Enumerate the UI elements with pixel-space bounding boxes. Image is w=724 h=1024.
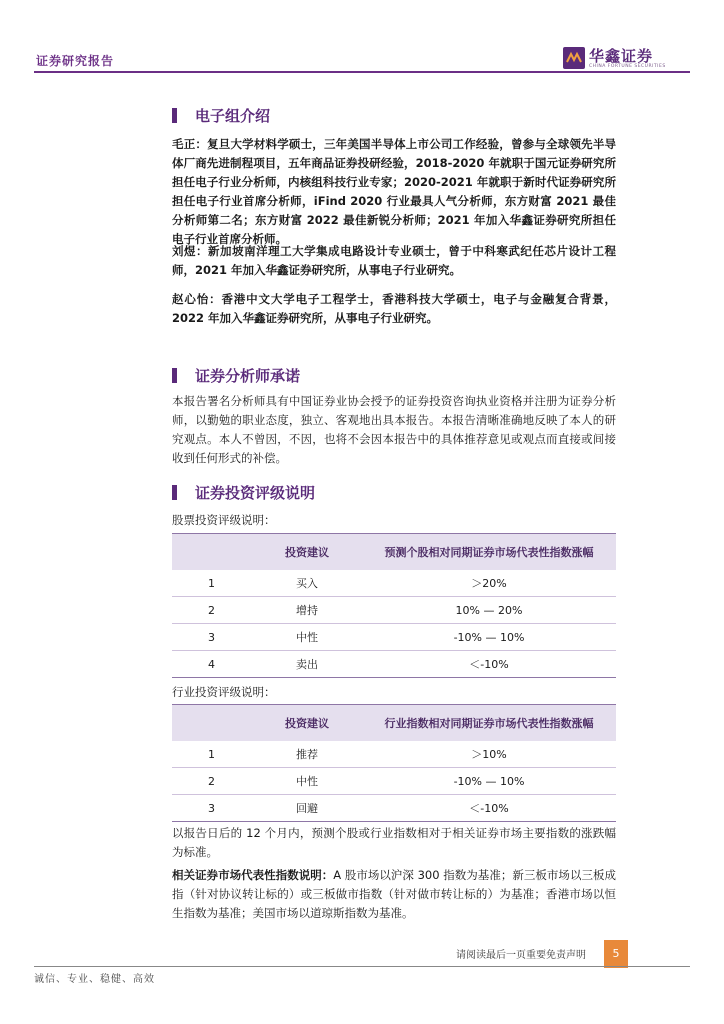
member-bio (172, 135, 616, 249)
col-advice: 投资建议 (252, 534, 362, 571)
row-range: ＞20% (362, 570, 616, 597)
col-desc: 行业指数相对同期证券市场代表性指数涨幅 (362, 705, 616, 742)
member-text: 香港中文大学电子工程学士，香港科技大学硕士，电子与金融复合背景，2022 年加入华鑫证券研究所，从事电子行业研究。 (172, 292, 617, 325)
col-desc: 预测个股相对同期证券市场代表性指数涨幅 (362, 534, 616, 571)
report-type-label: 证券研究报告 (36, 54, 115, 68)
section-marker-icon (172, 368, 177, 383)
table-row (172, 651, 616, 678)
company-motto: 诚信、专业、稳健、高效 (34, 974, 155, 985)
col-advice: 投资建议 (252, 705, 362, 742)
table-row (172, 597, 616, 624)
row-range: -10% — 10% (362, 768, 616, 795)
table-row (172, 795, 616, 822)
row-no: 3 (172, 624, 252, 651)
member-bio (172, 242, 616, 280)
member-bio (172, 290, 616, 328)
footer-divider (34, 966, 690, 967)
row-no: 4 (172, 651, 252, 678)
row-advice: 中性 (252, 768, 362, 795)
index-note-lead: 相关证券市场代表性指数说明： (172, 868, 334, 882)
stock-rating-label: 股票投资评级说明： (172, 513, 276, 527)
team-heading: 电子组介绍 (195, 107, 271, 125)
index-note-text: A 股市场以沪深 300 指数为基准；新三板市场以三板成指（针对协议转让标的）或三板做市指数（针对做市转让标的）为基准；香港市场以恒生指数为基准；美国市场以道琼斯指数为基准。 (172, 868, 617, 920)
logo-text-cn: 华鑫证券 (589, 47, 654, 65)
row-advice: 回避 (252, 795, 362, 822)
header-divider (34, 71, 690, 73)
row-range: ＞10% (362, 741, 616, 768)
member-name: 毛正： (172, 137, 208, 151)
index-note (172, 866, 616, 923)
row-no: 1 (172, 741, 252, 768)
row-no: 1 (172, 570, 252, 597)
member-text: 新加坡南洋理工大学集成电路设计专业硕士，曾于中科寒武纪任芯片设计工程师，2021 年加入华鑫证券研究所，从事电子行业研究。 (172, 244, 617, 277)
disclaimer-note: 请阅读最后一页重要免责声明 (456, 950, 586, 961)
logo-mark-icon (563, 47, 585, 69)
industry-rating-label: 行业投资评级说明： (172, 685, 276, 699)
table-row (172, 570, 616, 597)
table-row (172, 741, 616, 768)
member-name: 赵心怡： (172, 292, 222, 306)
row-advice: 买入 (252, 570, 362, 597)
logo-text-en: CHINA FORTUNE SECURITIES (589, 64, 666, 69)
industry-rating-table (172, 704, 616, 822)
row-advice: 卖出 (252, 651, 362, 678)
row-range: ＜-10% (362, 651, 616, 678)
row-range: ＜-10% (362, 795, 616, 822)
rating-note: 以报告日后的 12 个月内，预测个股或行业指数相对于相关证券市场主要指数的涨跌幅为标准。 (172, 826, 616, 859)
member-text: 复旦大学材料学硕士，三年美国半导体上市公司工作经验，曾参与全球领先半导体厂商先进制程项目，五年商品证券投研经验，2018-2020 年就职于国元证券研究所担任电子行业分析师，内核组科技行业专家；2020-2021 年就职于新时代证券研究所担任电子行业首席分析师，iFind 2020 行业最具人气分析师，东方财富 2021 最佳分析师第二名；东方财富 2022 最佳新锐分析师；2021 年加入华鑫证券研究所担任电子行业首席分析师。 (172, 137, 617, 246)
rating-heading: 证券投资评级说明 (195, 484, 316, 502)
row-range: -10% — 10% (362, 624, 616, 651)
row-no: 3 (172, 795, 252, 822)
table-row (172, 768, 616, 795)
col-no (172, 534, 252, 571)
row-no: 2 (172, 597, 252, 624)
section-marker-icon (172, 108, 177, 123)
section-marker-icon (172, 485, 177, 500)
row-advice: 增持 (252, 597, 362, 624)
row-range: 10% — 20% (362, 597, 616, 624)
row-advice: 中性 (252, 624, 362, 651)
stock-rating-table (172, 533, 616, 678)
commitment-text: 本报告署名分析师具有中国证券业协会授予的证券投资咨询执业资格并注册为证券分析师，以勤勉的职业态度，独立、客观地出具本报告。本报告清晰准确地反映了本人的研究观点。本人不曾因，不因，也将不会因本报告中的具体推荐意见或观点而直接或间接收到任何形式的补偿。 (172, 394, 616, 465)
page-number: 5 (604, 940, 628, 968)
commitment-heading: 证券分析师承诺 (195, 367, 301, 385)
col-no (172, 705, 252, 742)
row-no: 2 (172, 768, 252, 795)
member-name: 刘煜： (172, 244, 209, 258)
table-row (172, 624, 616, 651)
row-advice: 推荐 (252, 741, 362, 768)
